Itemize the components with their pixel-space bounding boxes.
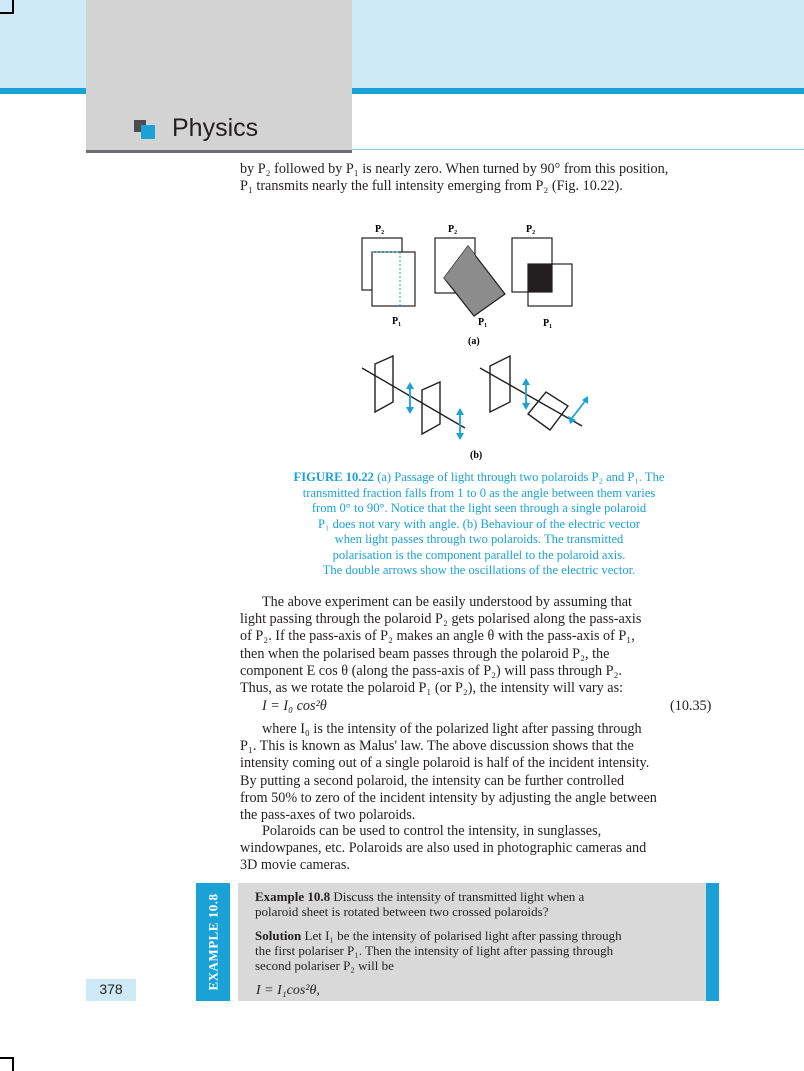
solution-line: second polariser P₂ will be	[255, 958, 394, 973]
body-line: from 50% to zero of the incident intensity by adjusting the angle between	[240, 789, 657, 806]
example-tab-label	[196, 883, 230, 1001]
example-solution	[255, 928, 695, 973]
example-label: Example 10.8	[255, 889, 331, 904]
light-ray	[362, 368, 465, 428]
label-p1: P₁	[478, 317, 488, 328]
arrow-head	[456, 408, 464, 415]
solution-text: Let I₁ be the intensity of polarised light after passing through	[301, 928, 622, 943]
caption-line: P₁ does not vary with angle. (b) Behaviour of the electric vector	[318, 516, 640, 531]
body-line: P₁. This is known as Malus' law. The above discussion shows that the	[240, 738, 634, 755]
light-ray	[480, 368, 582, 426]
figure-caption	[244, 470, 714, 579]
subject-title: Physics	[172, 114, 259, 142]
chapter-header-underline	[86, 150, 352, 153]
body-line: The above experiment can be easily understood by assuming that	[262, 594, 632, 610]
label-p2: P₂	[526, 224, 536, 235]
arrow-head	[522, 403, 530, 410]
malus-equation: I = I₀ cos²θ	[262, 698, 327, 714]
intro-line: P₁ transmits nearly the full intensity emerging from P₂ (Fig. 10.22).	[240, 178, 623, 195]
example-line	[255, 889, 695, 904]
body-paragraph	[240, 823, 719, 875]
body-line: By putting a second polaroid, the intensity can be further controlled	[240, 772, 625, 789]
example-line: polaroid sheet is rotated between two crossed polaroids?	[255, 904, 549, 919]
polaroid-p1-plate	[372, 252, 415, 306]
caption-line: when light passes through two polaroids. The transmitted	[334, 532, 624, 546]
overlap-dark-region	[528, 264, 552, 292]
logo-square-blue	[141, 125, 155, 139]
body-line: Thus, as we rotate the polaroid P₁ (or P₂), the intensity will vary as:	[240, 680, 624, 697]
solution-line	[255, 928, 695, 943]
equation-number: (10.35)	[670, 698, 712, 714]
example-question	[255, 889, 695, 919]
caption-line: The double arrows show the oscillations of the electric vector.	[322, 563, 636, 577]
overlap-region	[444, 246, 475, 293]
solution-line: the first polariser P₁. Then the intensity of light after passing through	[255, 943, 614, 958]
body-line: where I₀ is the intensity of the polarized light after passing through	[262, 721, 642, 737]
body-line: light passing through the polaroid P₂ gets polarised along the pass-axis	[240, 611, 642, 628]
body-line: intensity coming out of a single polaroid is half of the incident intensity.	[240, 755, 650, 772]
caption-line	[244, 470, 714, 486]
caption-line: from 0° to 90°. Notice that the light seen through a single polaroid	[311, 501, 647, 515]
panel-b-label: (b)	[470, 450, 483, 461]
example-equation: I = I₁cos²θ,	[256, 983, 320, 998]
label-p1: P₁	[392, 316, 402, 327]
solution-label: Solution	[255, 928, 302, 943]
caption-line: transmitted fraction falls from 1 to 0 as the angle between them varies	[302, 485, 656, 500]
page-number: 378	[99, 981, 123, 997]
label-p2: P₂	[448, 224, 458, 235]
panel-a-label: (a)	[468, 336, 480, 347]
example-right-bar	[706, 883, 719, 1001]
arrow-head	[456, 433, 464, 440]
header-thin-rule	[352, 149, 804, 150]
figure-polaroids	[350, 216, 610, 466]
body-line: of P₂. If the pass-axis of P₂ makes an angle θ with the pass-axis of P₁,	[240, 628, 635, 645]
label-p1: P₁	[543, 318, 553, 329]
crop-mark-top-left	[0, 0, 14, 14]
body-line: the pass-axes of two polaroids.	[240, 807, 416, 824]
caption-label: FIGURE 10.22	[293, 470, 374, 484]
body-line: Polaroids can be used to control the intensity, in sunglasses,	[262, 823, 602, 839]
body-line: then when the polarised beam passes through the polaroid P₂, the	[240, 645, 610, 662]
polaroid-plate-b-rotated	[528, 392, 568, 430]
arrow-head	[522, 378, 530, 385]
body-paragraph	[240, 721, 719, 824]
body-paragraph	[240, 594, 719, 697]
example-text: Discuss the intensity of transmitted light when a	[330, 889, 585, 904]
label-p2: P₂	[375, 224, 385, 235]
body-line: windowpanes, etc. Polaroids are also used in photographic cameras and	[240, 840, 647, 857]
caption-text: (a) Passage of light through two polaroids P₂ and P₁. The	[373, 470, 665, 484]
crop-mark-bottom-left	[0, 1057, 14, 1071]
arrow-head	[406, 382, 414, 389]
body-line: 3D movie cameras.	[240, 857, 350, 874]
example-tab-text: EXAMPLE 10.8	[205, 893, 220, 991]
double-arrow-diagonal	[572, 400, 586, 418]
intro-line: by P₂ followed by P₁ is nearly zero. When turned by 90° from this position,	[240, 161, 669, 177]
caption-line: polarisation is the component parallel to the polaroid axis.	[332, 547, 626, 562]
body-line: component E cos θ (along the pass-axis of P₂) will pass through P₂.	[240, 662, 622, 679]
intro-paragraph	[240, 161, 719, 195]
arrow-head	[406, 407, 414, 414]
